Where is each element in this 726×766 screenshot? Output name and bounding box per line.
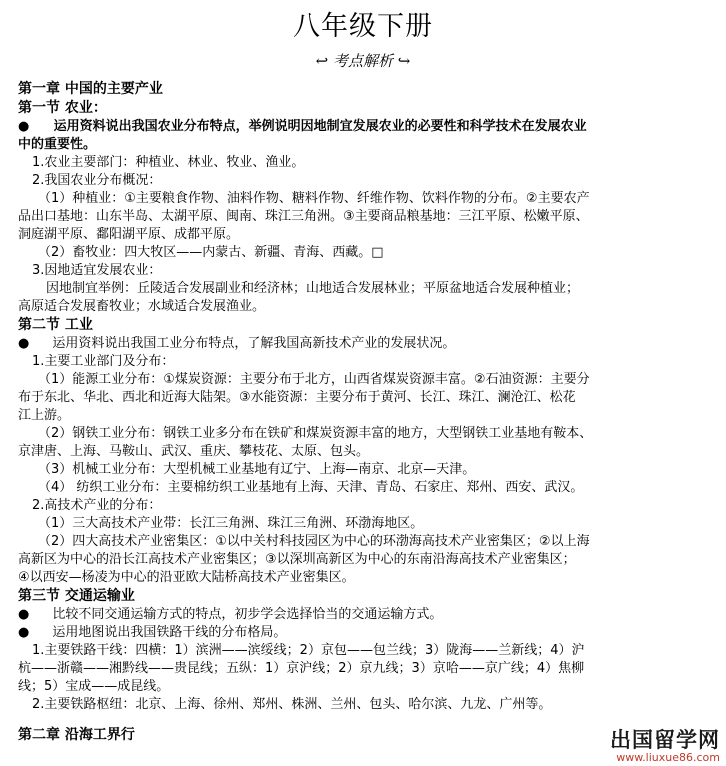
s2-line-13: ④以西安—杨凌为中心的沿亚欧大陆桥高技术产业密集区。 — [18, 570, 355, 585]
subtitle-left-ornament: ↩ — [315, 52, 329, 70]
bullet-icon: ● — [18, 607, 30, 622]
subtitle-text: 考点解析 — [332, 52, 393, 70]
section-1-heading: 第一节 农业： — [18, 100, 107, 116]
s2-line-4: 江上游。 — [18, 408, 71, 423]
section-3-requirement-2 — [18, 624, 714, 642]
s2-line-1: 1.主要工业部门及分布： — [32, 354, 175, 369]
bullet-icon: ● — [18, 336, 30, 351]
s1-line-4: 品出口基地：山东半岛、太湖平原、闽南、珠江三角洲。③主要商品粮基地：三江平原、松嫩平原、 — [18, 209, 589, 224]
watermark-url: www.liuxue86.com — [616, 751, 720, 764]
section-2-requirement — [18, 335, 714, 353]
section-1-requirement — [18, 118, 714, 136]
document-body — [18, 80, 714, 745]
s1-line-9: 高原适合发展畜牧业；水域适合发展渔业。 — [18, 299, 266, 314]
s1-line-2: 2.我国农业分布概况： — [32, 173, 162, 188]
section-3-requirement-1 — [18, 606, 714, 624]
watermark — [610, 728, 720, 764]
s3-line-3: 线；5）宝成——成昆线。 — [18, 679, 170, 694]
chapter-2-heading: 第二章 沿海工界行 — [18, 727, 135, 743]
s3-line-1: 1.主要铁路干线：四横：1）滨洲——滨绥线；2）京包——包兰线；3）陇海——兰新线；4）沪 — [32, 643, 585, 658]
s3-line-4: 2.主要铁路枢纽：北京、上海、徐州、郑州、株洲、兰州、包头、哈尔滨、九龙、广州等。 — [32, 697, 552, 712]
s2-line-5: （2）钢铁工业分布：钢铁工业多分布在铁矿和煤炭资源丰富的地方，大型钢铁工业基地有鞍本、 — [38, 426, 593, 441]
requirement-text: 运用地图说出我国铁路干线的分布格局。 — [52, 625, 287, 640]
s2-line-11: （2）四大高技术产业密集区：①以中关村科技园区为中心的环渤海高技术产业密集区；②以上海 — [38, 534, 590, 549]
s1-line-5: 洞庭湖平原、鄱阳湖平原、成都平原。 — [18, 227, 240, 242]
watermark-name: 出国留学网 — [610, 728, 720, 752]
requirement-text: 运用资料说出我国农业分布特点，举例说明因地制宜发展农业的必要性和科学技术在发展农业 — [53, 119, 587, 134]
bullet-icon: ● — [18, 625, 30, 640]
section-2-heading: 第二节 工业 — [18, 317, 93, 333]
page-title: 八年级下册 — [293, 11, 433, 42]
s2-line-7: （3）机械工业分布：大型机械工业基地有辽宁、上海—南京、北京—天津。 — [38, 462, 476, 477]
s2-line-10: （1）三大高技术产业带：长江三角洲、珠江三角洲、环渤海地区。 — [38, 516, 424, 531]
requirement-text: 比较不同交通运输方式的特点，初步学会选择恰当的交通运输方式。 — [52, 607, 443, 622]
s1-line-6: （2）畜牧业：四大牧区——内蒙古、新疆、青海、西藏。□ — [38, 245, 384, 260]
page-subtitle — [0, 50, 726, 71]
s1-line-7: 3.因地适宜发展农业： — [32, 263, 162, 278]
section-1-requirement-cont: 中的重要性。 — [18, 137, 97, 152]
subtitle-right-ornament: ↪ — [397, 52, 411, 70]
chapter-1-heading: 第一章 中国的主要产业 — [18, 81, 163, 97]
s2-line-6: 京津唐、上海、马鞍山、武汉、重庆、攀枝花、太原、包头。 — [18, 444, 370, 459]
s2-line-9: 2.高技术产业的分布： — [32, 498, 162, 513]
s2-line-8: （4） 纺织工业分布：主要棉纺织工业基地有上海、天津、青岛、石家庄、郑州、西安、武汉。 — [38, 480, 584, 495]
s2-line-12: 高新区为中心的沿长江高技术产业密集区；③以深圳高新区为中心的东南沿海高技术产业密集区； — [18, 552, 576, 567]
section-3-heading: 第三节 交通运输业 — [18, 588, 135, 604]
requirement-text: 运用资料说出我国工业分布特点，了解我国高新技术产业的发展状况。 — [52, 336, 456, 351]
s2-line-2: （1）能源工业分布：①煤炭资源：主要分布于北方，山西省煤炭资源丰富。②石油资源：主要分 — [38, 372, 590, 387]
bullet-icon: ● — [18, 119, 30, 134]
s1-line-1: 1.农业主要部门：种植业、林业、牧业、渔业。 — [32, 155, 305, 170]
s1-line-8: 因地制宜举例：丘陵适合发展副业和经济林；山地适合发展林业；平原盆地适合发展种植业； — [46, 281, 580, 296]
s2-line-3: 布于东北、华北、西北和近海大陆架。③水能资源：主要分布于黄河、长江、珠江、澜沧江、松花 — [18, 390, 576, 405]
s1-line-3: （1）种植业：①主要粮食作物、油料作物、糖料作物、纤维作物、饮料作物的分布。②主要农产 — [38, 191, 590, 206]
s3-line-2: 杭——浙赣——湘黔线——贵昆线；五纵：1）京沪线；2）京九线；3）京哈——京广线；4）焦柳 — [18, 661, 585, 676]
